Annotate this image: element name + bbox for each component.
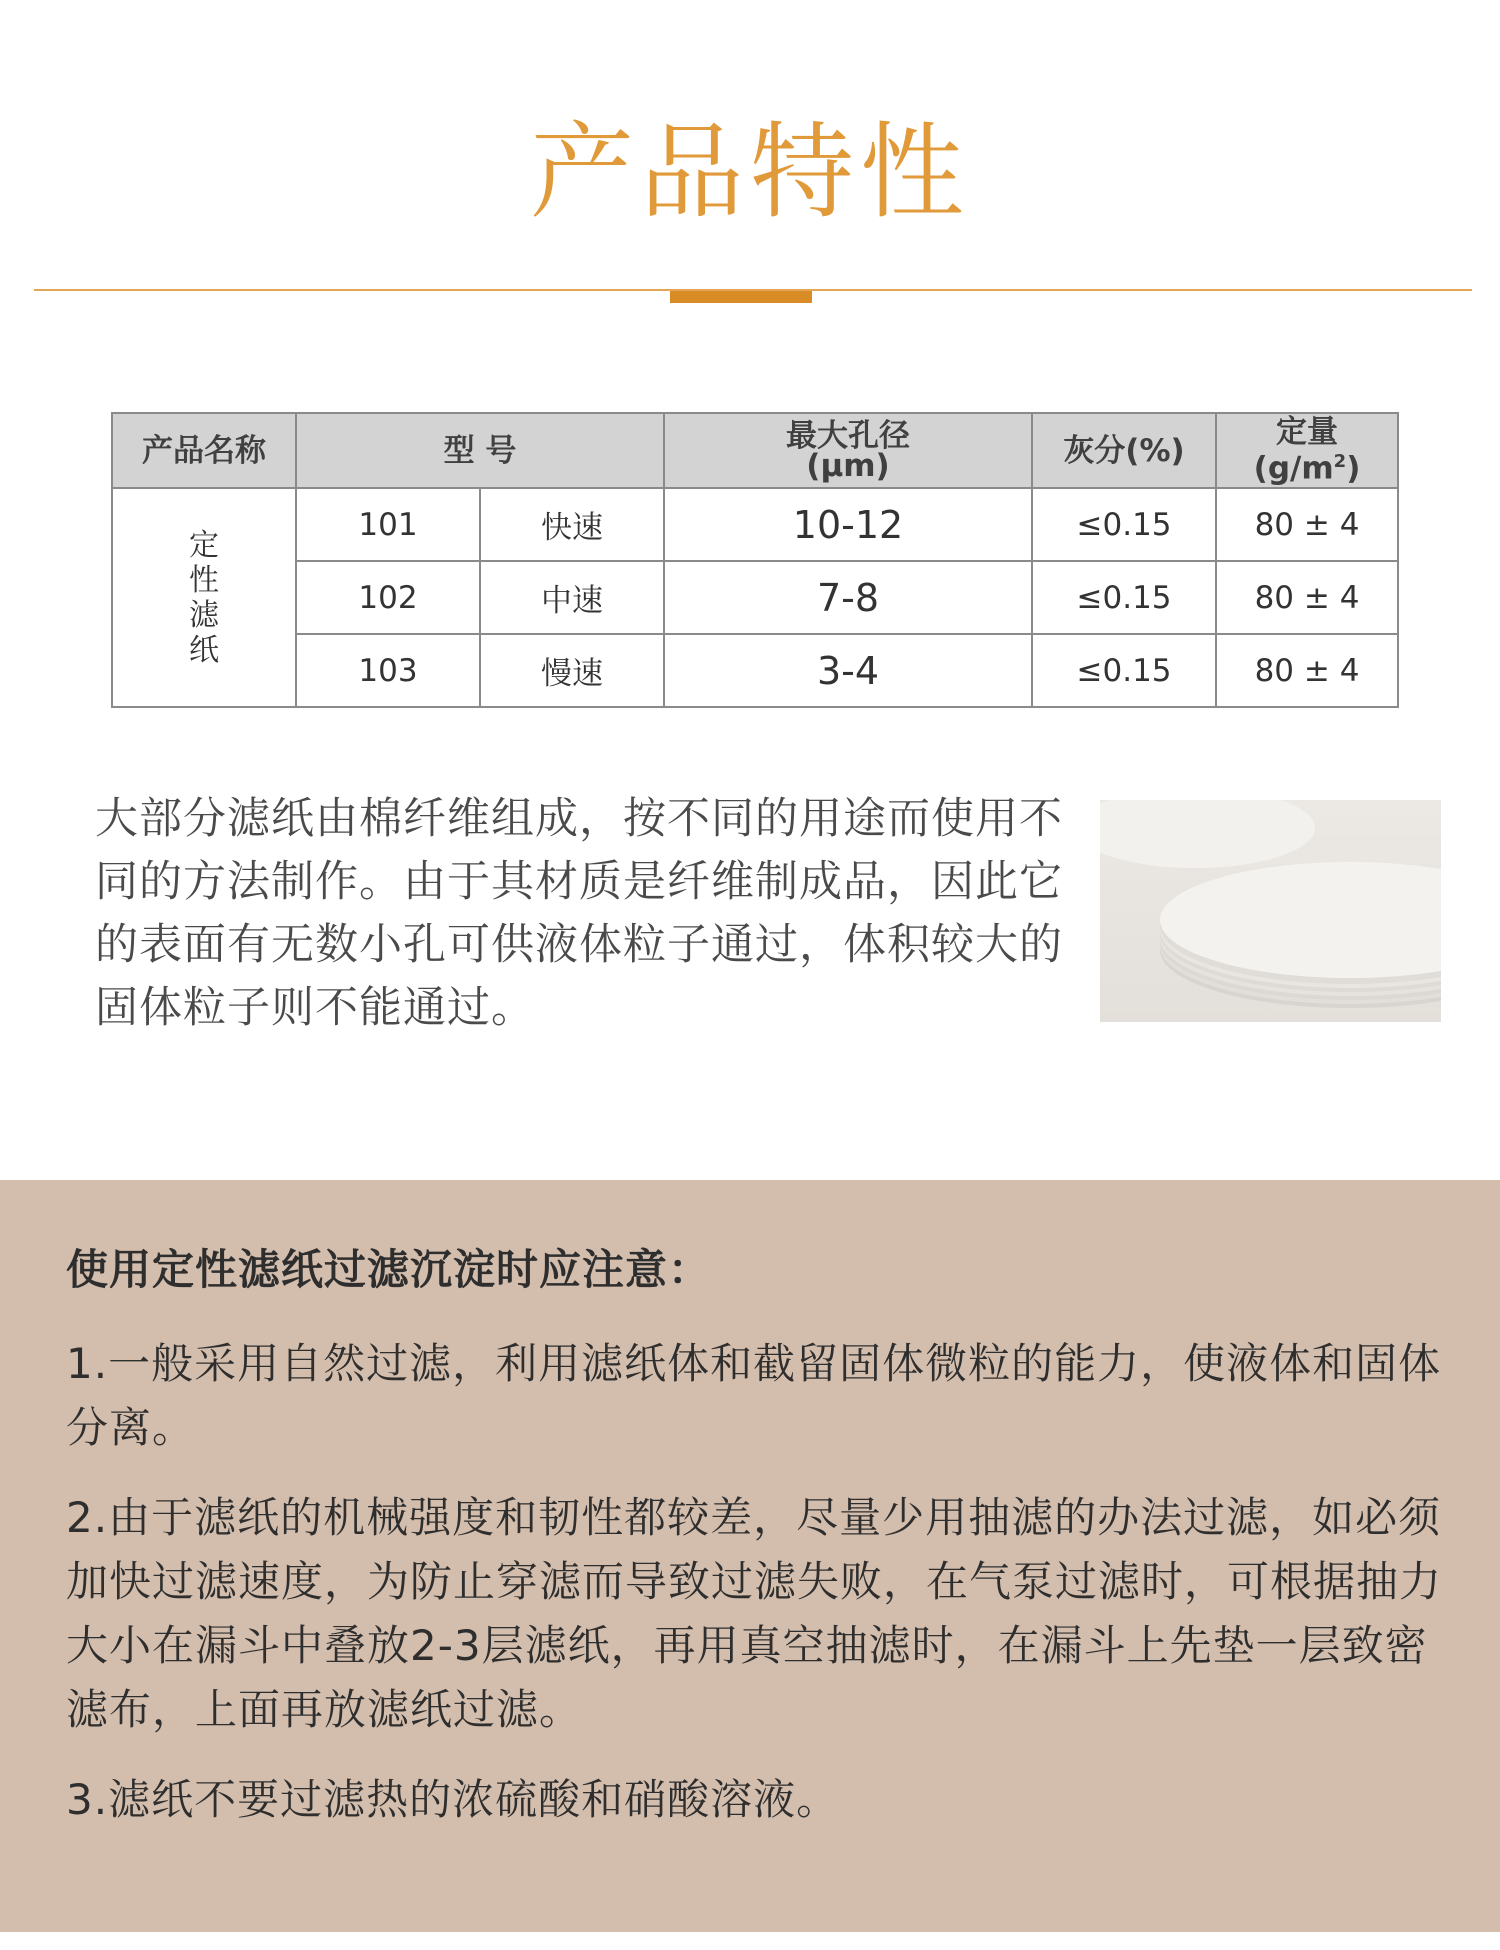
weight-cell: 80 ± 4 <box>1216 488 1398 561</box>
title-divider-accent <box>670 291 812 303</box>
model-cell: 101 <box>296 488 480 561</box>
speed-cell: 快速 <box>480 488 664 561</box>
model-cell: 102 <box>296 561 480 634</box>
header-basis-weight-unit: $(g/m^2)$ <box>1253 450 1361 487</box>
header-model: 型 号 <box>296 413 664 488</box>
page-title: 产品特性 <box>529 111 970 233</box>
header-max-pore-unit: (μm) <box>806 447 890 484</box>
header-basis-weight <box>1216 413 1398 488</box>
weight-cell: 80 ± 4 <box>1216 634 1398 707</box>
spec-table <box>111 412 1399 708</box>
note-item: 3.滤纸不要过滤热的浓硫酸和硝酸溶液。 <box>66 1775 840 1824</box>
product-name-cell <box>112 488 296 707</box>
pore-cell: 10-12 <box>664 488 1032 561</box>
table-row <box>112 561 1398 634</box>
header-product-name: 产品名称 <box>112 413 296 488</box>
header-max-pore <box>664 413 1032 488</box>
note-item: 1.一般采用自然过滤，利用滤纸体和截留固体微粒的能力，使液体和固体分离。 <box>66 1339 1442 1452</box>
speed-cell: 中速 <box>480 561 664 634</box>
header-ash: 灰分(%) <box>1032 413 1216 488</box>
table-row <box>112 634 1398 707</box>
model-cell: 103 <box>296 634 480 707</box>
notes-heading: 使用定性滤纸过滤沉淀时应注意： <box>66 1245 712 1294</box>
filter-paper-illustration <box>1100 800 1441 1022</box>
product-name: 定性滤纸 <box>189 527 219 668</box>
pore-cell: 3-4 <box>664 634 1032 707</box>
speed-cell: 慢速 <box>480 634 664 707</box>
note-item: 2.由于滤纸的机械强度和韧性都较差，尽量少用抽滤的办法过滤，如必须加快过滤速度，为防止穿滤而导致过滤失败，在气泵过滤时，可根据抽力大小在漏斗中叠放2-3层滤纸，再用真空抽滤时，在漏斗上先垫一层致密滤布，上面再放滤纸过滤。 <box>66 1493 1443 1734</box>
table-row <box>112 488 1398 561</box>
ash-cell: ≤0.15 <box>1032 488 1216 561</box>
ash-cell: ≤0.15 <box>1032 634 1216 707</box>
product-description: 大部分滤纸由棉纤维组成，按不同的用途而使用不同的方法制作。由于其材质是纤维制成品，因此它的表面有无数小孔可供液体粒子通过，体积较大的固体粒子则不能通过。 <box>95 794 1063 1033</box>
ash-cell: ≤0.15 <box>1032 561 1216 634</box>
header-basis-weight-label: 定量 <box>1276 414 1339 451</box>
table-header-row <box>112 413 1398 488</box>
weight-cell: 80 ± 4 <box>1216 561 1398 634</box>
header-max-pore-label: 最大孔径 <box>786 417 911 454</box>
filter-paper-photo <box>1100 800 1441 1022</box>
pore-cell: 7-8 <box>664 561 1032 634</box>
usage-notes <box>66 1240 1446 1858</box>
